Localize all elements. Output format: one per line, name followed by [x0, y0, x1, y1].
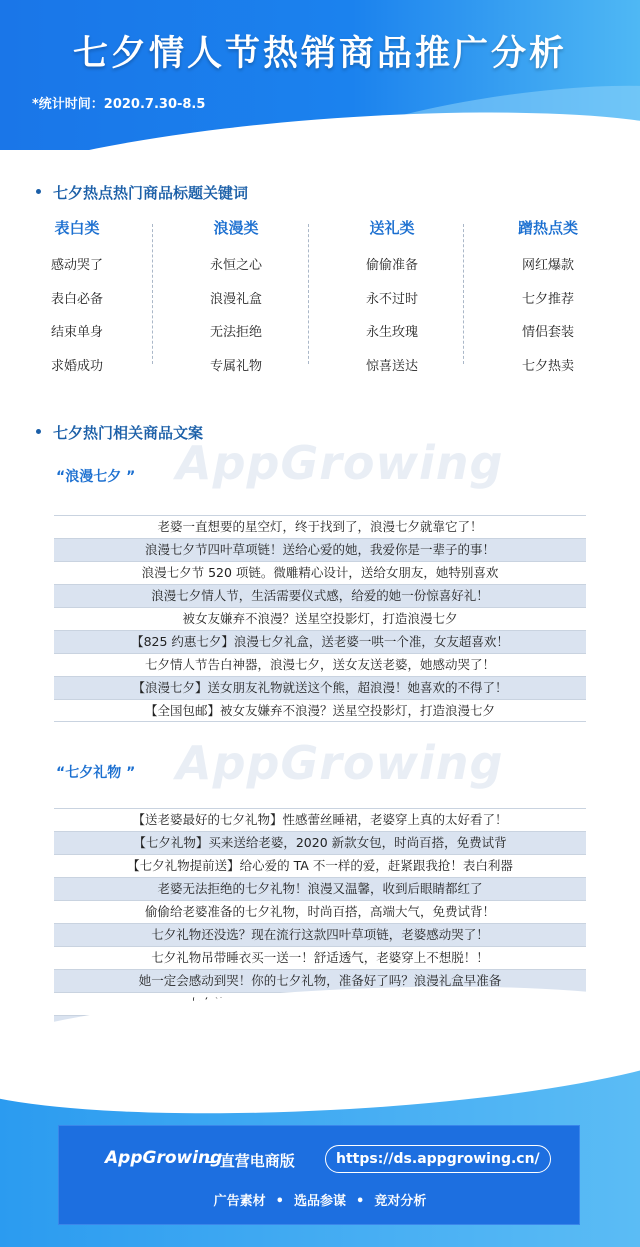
copy-list-romance	[54, 515, 586, 722]
footer-banner	[58, 1125, 580, 1225]
copy-row: 老婆一直想要的星空灯，终于找到了，浪漫七夕就靠它了！	[54, 515, 586, 538]
keyword-column-romance	[171, 218, 301, 390]
copy-row: 七夕礼物吊带睡衣买一送一！舒适透气，老婆穿上不想脱！！	[54, 946, 586, 969]
column-head: 送礼类	[369, 219, 415, 237]
header-banner	[0, 0, 640, 150]
dot-separator: •	[356, 1194, 365, 1209]
brand-logo: AppGrowing	[105, 1148, 223, 1168]
keyword-column-confession	[12, 218, 142, 390]
section-title: 七夕热点热门商品标题关键词	[53, 184, 249, 202]
keyword-item: 结束单身	[50, 325, 103, 340]
brand-subtitle: – 直营电商版	[207, 1152, 295, 1170]
copy-row: 浪漫七夕节 520 项链。微雕精心设计，送给女朋友，她特别喜欢	[54, 561, 586, 584]
dot-separator: •	[275, 1194, 284, 1209]
keyword-item: 七夕推荐	[521, 291, 574, 307]
copy-row: 她一定会感动到哭！你的七夕礼物，准备好了吗？浪漫礼盒早准备	[54, 969, 586, 992]
keyword-item: 惊喜送达	[365, 358, 418, 374]
keyword-column-gifting	[327, 218, 457, 390]
watermark: AppGrowing	[176, 736, 504, 790]
copy-row: 【送老婆最好的七夕礼物】性感蕾丝睡裙，老婆穿上真的太好看了！	[54, 808, 586, 831]
column-divider	[152, 224, 153, 364]
bullet-icon	[36, 189, 41, 194]
copy-row: 七夕情人节告白神器，浪漫七夕，送女友送老婆，她感动哭了！	[54, 653, 586, 676]
copy-row: 老婆无法拒绝的七夕礼物！浪漫又温馨，收到后眼睛都红了	[54, 877, 586, 900]
keyword-item: 求婚成功	[50, 358, 103, 374]
keyword-item: 专属礼物	[209, 358, 262, 374]
bullet-icon	[36, 429, 41, 434]
keyword-item: 无法拒绝	[209, 325, 262, 340]
copy-row: 【浪漫七夕】送女朋友礼物就送这个熊，超浪漫！她喜欢的不得了！	[54, 676, 586, 699]
keyword-item: 永不过时	[365, 291, 418, 307]
copy-row: 偷偷给老婆准备的七夕礼物，时尚百搭，高端大气，免费试背！	[54, 900, 586, 923]
keyword-item: 七夕热卖	[521, 358, 574, 374]
feature-tag: 选品参谋	[293, 1194, 346, 1209]
column-head: 浪漫类	[213, 219, 259, 237]
keyword-column-trending	[483, 218, 613, 390]
feature-tags	[59, 1190, 581, 1209]
stat-period: *统计时间：2020.7.30-8.5	[32, 97, 206, 112]
group-label: “七夕礼物 ”	[56, 765, 136, 781]
copy-row: 七夕礼物还没选？现在流行这款四叶草项链，老婆感动哭了！	[54, 923, 586, 946]
copy-row: 【七夕礼物】买来送给老婆，2020 新款女包，时尚百搭，免费试背	[54, 831, 586, 854]
copy-row: 浪漫七夕情人节，生活需要仪式感，给爱的她一份惊喜好礼！	[54, 584, 586, 607]
copy-row: 【全国包邮】被女友嫌弃不浪漫？送星空投影灯，打造浪漫七夕	[54, 699, 586, 722]
group-label: “浪漫七夕 ”	[56, 469, 136, 485]
feature-tag: 竞对分析	[374, 1194, 427, 1209]
copy-row: 浪漫七夕节四叶草项链！送给心爱的她，我爱你是一辈子的事！	[54, 538, 586, 561]
keyword-table	[0, 218, 640, 378]
column-head: 蹭热点类	[517, 219, 578, 237]
section-title: 七夕热门相关商品文案	[53, 424, 204, 442]
keyword-item: 情侣套装	[521, 325, 574, 340]
keyword-item: 感动哭了	[50, 258, 103, 273]
keyword-item: 表白必备	[50, 291, 103, 307]
keyword-item: 永生玫瑰	[365, 325, 418, 340]
copy-row: 【七夕礼物提前送】给心爱的 TA 不一样的爱，赶紧跟我抢！表白利器	[54, 854, 586, 877]
site-link[interactable]: https://ds.appgrowing.cn/	[325, 1145, 551, 1173]
keyword-item: 网红爆款	[521, 258, 574, 273]
page-title: 七夕情人节热销商品推广分析	[72, 34, 567, 74]
section-header-keywords	[36, 182, 248, 203]
copy-row: 被女友嫌弃不浪漫？送星空投影灯，打造浪漫七夕	[54, 607, 586, 630]
keyword-item: 永恒之心	[209, 258, 262, 273]
watermark: AppGrowing	[176, 436, 504, 490]
column-head: 表白类	[54, 219, 100, 237]
column-divider	[463, 224, 464, 364]
feature-tag: 广告素材	[213, 1194, 266, 1209]
column-divider	[308, 224, 309, 364]
keyword-item: 偷偷准备	[365, 258, 418, 273]
keyword-item: 浪漫礼盒	[209, 291, 262, 307]
copy-row: 【825 约惠七夕】浪漫七夕礼盒，送老婆一哄一个准，女友超喜欢！	[54, 630, 586, 653]
